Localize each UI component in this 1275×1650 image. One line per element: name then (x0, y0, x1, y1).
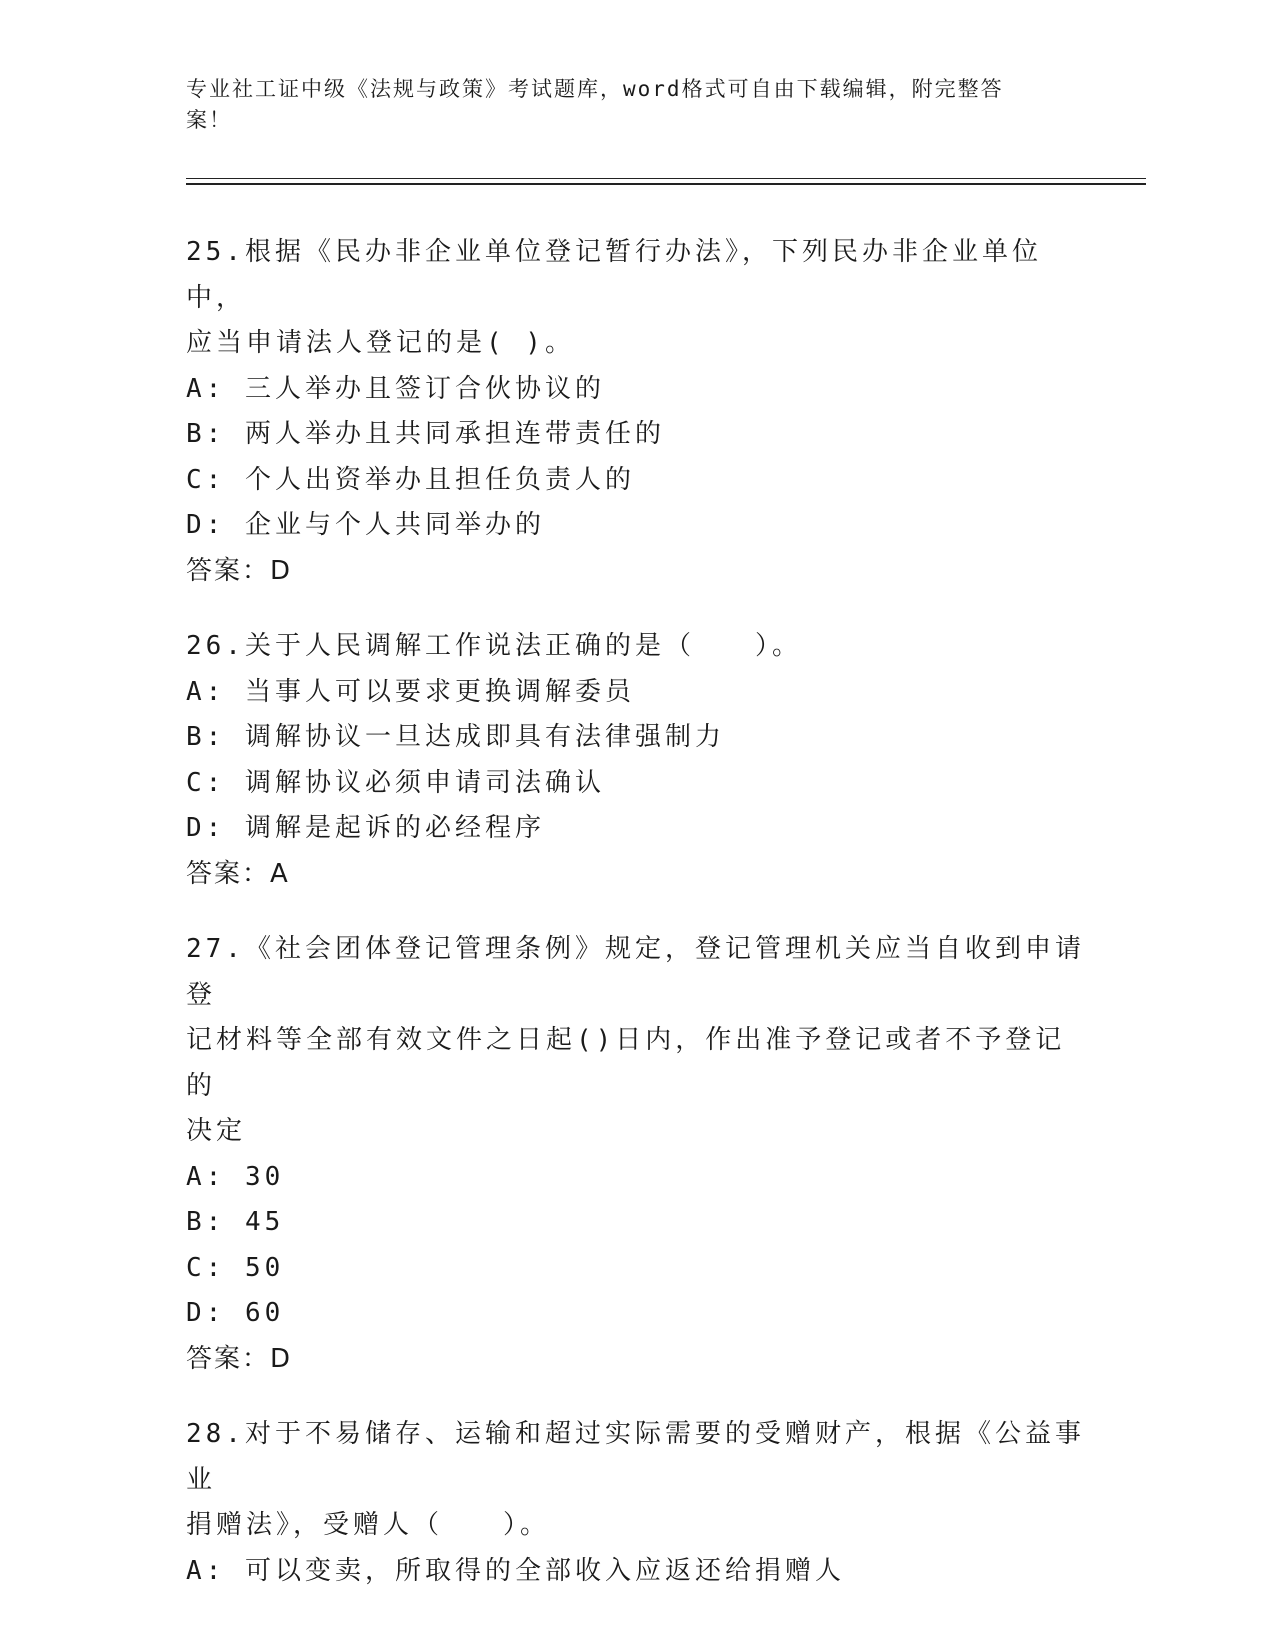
header-line-2: 案！ (186, 108, 232, 132)
option-b: B: 45 (186, 1207, 285, 1237)
question-stem-line: 28.对于不易储存、运输和超过实际需要的受赠财产，根据《公益事业 (186, 1419, 1085, 1495)
option-c: C: 个人出资举办且担任负责人的 (186, 464, 635, 495)
option-b: B: 调解协议一旦达成即具有法律强制力 (186, 722, 725, 752)
option-d: D: 企业与个人共同举办的 (186, 510, 545, 540)
option-b: B: 两人举办且共同承担连带责任的 (186, 419, 665, 449)
question-stem-line: 27.《社会团体登记管理条例》规定，登记管理机关应当自收到申请登 (186, 934, 1085, 1010)
answer-line: 答案：D (186, 555, 293, 586)
header-divider-thin (186, 178, 1146, 179)
option-c: C: 调解协议必须申请司法确认 (186, 767, 605, 798)
option-c: C: 50 (186, 1252, 285, 1283)
option-a: A: 可以变卖，所取得的全部收入应返还给捐赠人 (186, 1555, 845, 1586)
option-d: D: 60 (186, 1298, 285, 1328)
answer-line: 答案：A (186, 858, 290, 889)
question-stem-line: 决定 (186, 1116, 247, 1146)
header-divider-thick (186, 183, 1146, 185)
answer-line: 答案：D (186, 1343, 293, 1374)
question-27 (186, 927, 1086, 1382)
question-28 (186, 1412, 1086, 1594)
option-d: D: 调解是起诉的必经程序 (186, 813, 545, 843)
question-stem-line: 应当申请法人登记的是( )。 (186, 328, 575, 358)
option-a: A: 当事人可以要求更换调解委员 (186, 676, 635, 707)
option-a: A: 三人举办且签订合伙协议的 (186, 373, 605, 404)
question-stem-line: 记材料等全部有效文件之日起()日内，作出准予登记或者不予登记的 (186, 1025, 1066, 1101)
header-line-1: 专业社工证中级《法规与政策》考试题库，word格式可自由下载编辑，附完整答 (186, 77, 1004, 101)
question-25 (186, 230, 1086, 594)
option-a: A: 30 (186, 1161, 285, 1192)
question-26 (186, 624, 1086, 897)
question-stem-line: 26.关于人民调解工作说法正确的是（ ）。 (186, 631, 802, 661)
document-header (186, 74, 1066, 136)
question-list (186, 230, 1086, 1624)
question-stem-line: 捐赠法》，受赠人（ ）。 (186, 1510, 551, 1540)
question-stem-line: 25.根据《民办非企业单位登记暂行办法》，下列民办非企业单位中， (186, 237, 1042, 313)
